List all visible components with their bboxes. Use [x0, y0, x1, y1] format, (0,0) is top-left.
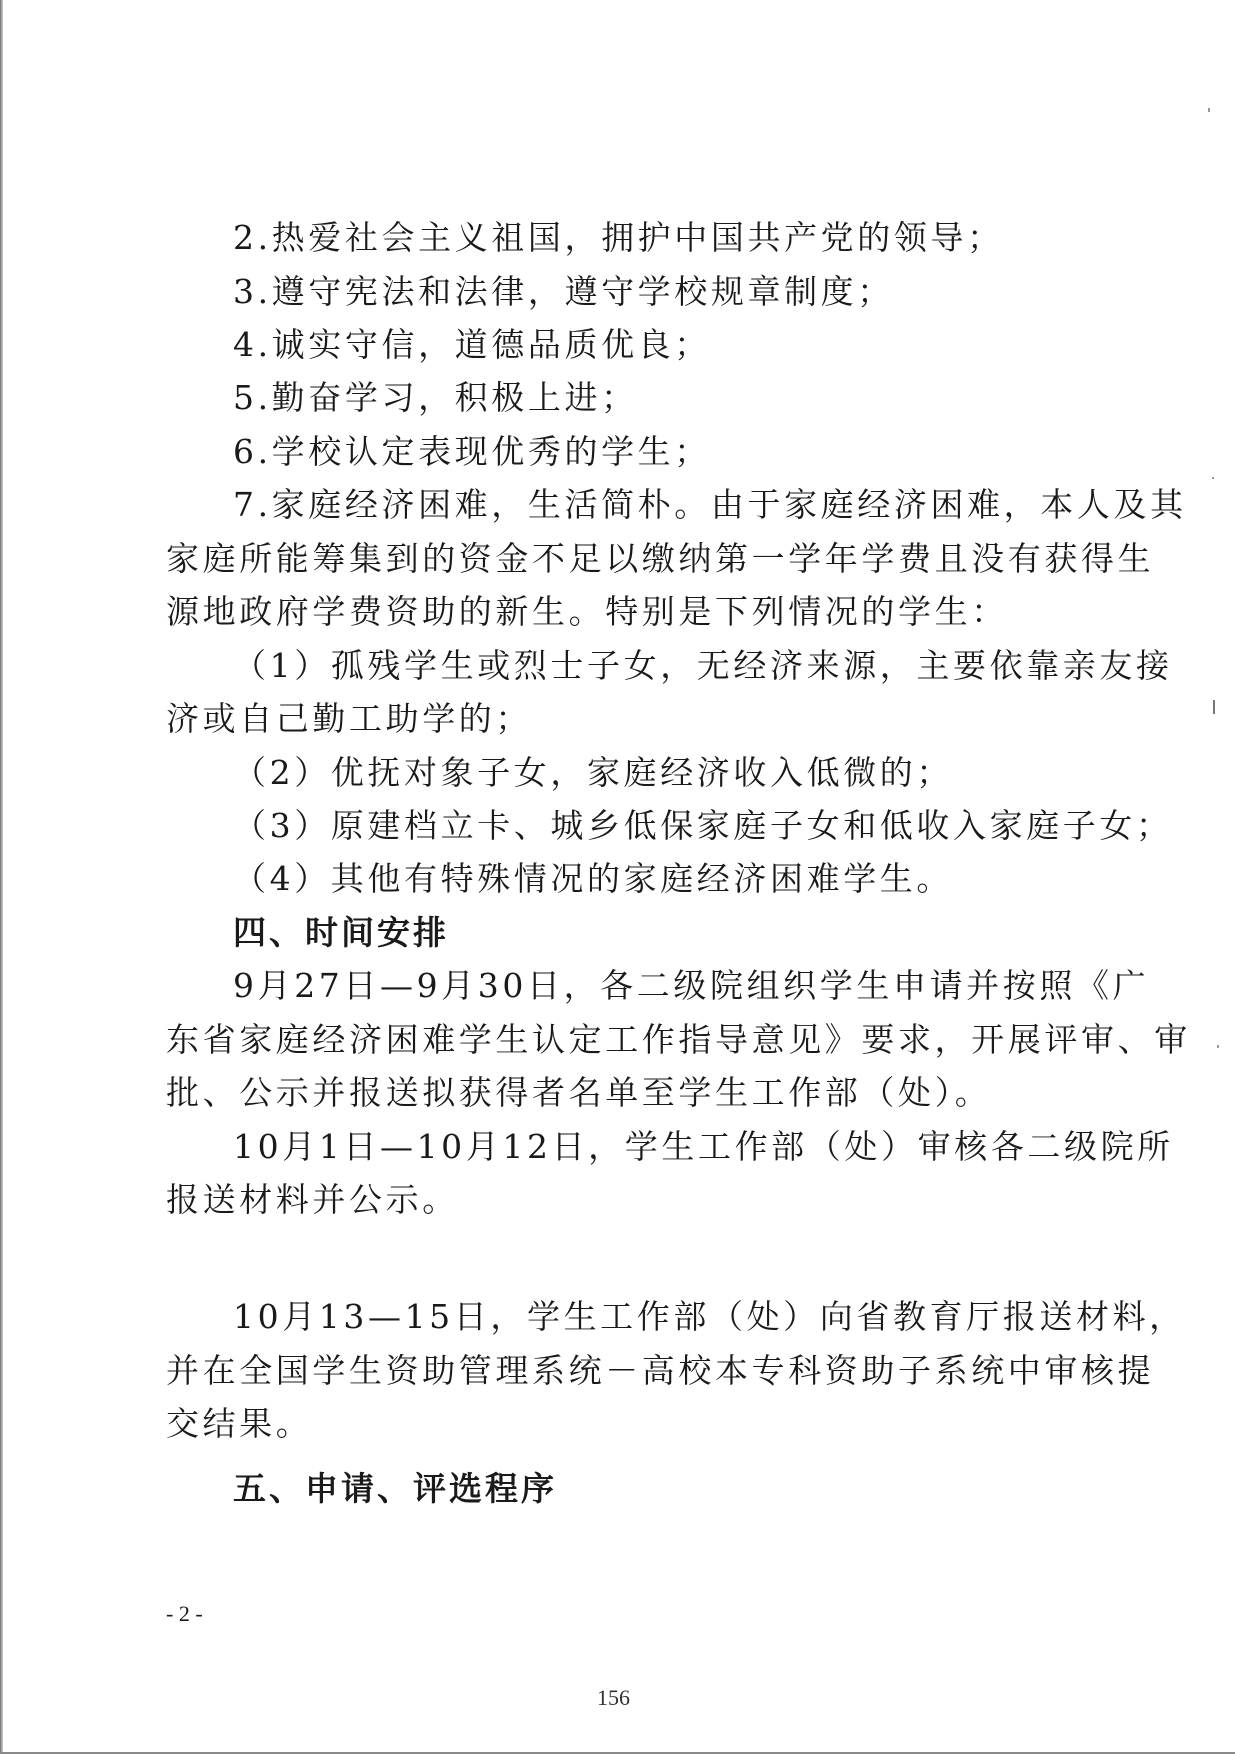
scan-edge — [0, 0, 3, 1754]
paragraph-line: 源地政府学费资助的新生。特别是下列情况的学生： — [166, 592, 1008, 631]
page-number: 156 — [597, 1685, 630, 1710]
schedule-paragraph-1: 9月27日—9月30日，各二级院组织学生申请并按照《广 — [233, 966, 1150, 1005]
scan-speck — [1217, 1045, 1219, 1048]
paragraph-line: 批、公示并报送拟获得者名单至学生工作部（处）。 — [166, 1073, 992, 1112]
paragraph-line: 东省家庭经济困难学生认定工作指导意见》要求，开展评审、审 — [166, 1020, 1191, 1059]
schedule-paragraph-3: 10月13—15日，学生工作部（处）向省教育厅报送材料， — [233, 1297, 1186, 1336]
paragraph-line: 交结果。 — [166, 1404, 313, 1443]
scan-speck — [1212, 477, 1214, 479]
sub-item-2: （2）优抚对象子女，家庭经济收入低微的； — [233, 753, 953, 792]
scan-speck — [1208, 108, 1210, 112]
sub-item-3: （3）原建档立卡、城乡低保家庭子女和低收入家庭子女； — [233, 806, 1173, 845]
criteria-item-5: 5.勤奋学习，积极上进； — [233, 378, 638, 417]
sub-item-4: （4）其他有特殊情况的家庭经济困难学生。 — [233, 859, 953, 898]
criteria-item-4: 4.诚实守信，道德品质优良； — [233, 325, 711, 364]
scan-speck — [1213, 700, 1215, 714]
page-mark: - 2 - — [166, 1601, 203, 1626]
criteria-item-3: 3.遵守宪法和法律，遵守学校规章制度； — [233, 272, 894, 311]
criteria-item-7: 7.家庭经济困难，生活简朴。由于家庭经济困难，本人及其 — [233, 485, 1187, 524]
paragraph-line: 并在全国学生资助管理系统－高校本专科资助子系统中审核提 — [166, 1351, 1155, 1390]
section-heading-procedure: 五、申请、评选程序 — [233, 1469, 557, 1508]
sub-item-1: （1）孤残学生或烈士子女，无经济来源，主要依靠亲友接 — [233, 646, 1173, 685]
schedule-paragraph-2: 10月1日—10月12日，学生工作部（处）审核各二级院所 — [233, 1127, 1174, 1166]
paragraph-line: 报送材料并公示。 — [166, 1180, 459, 1219]
criteria-item-6: 6.学校认定表现优秀的学生； — [233, 432, 711, 471]
section-heading-schedule: 四、时间安排 — [233, 913, 449, 952]
paragraph-line: 家庭所能筹集到的资金不足以缴纳第一学年学费且没有获得生 — [166, 539, 1155, 578]
criteria-item-2: 2.热爱社会主义祖国，拥护中国共产党的领导； — [233, 218, 1004, 257]
paragraph-line: 济或自己勤工助学的； — [166, 699, 532, 738]
